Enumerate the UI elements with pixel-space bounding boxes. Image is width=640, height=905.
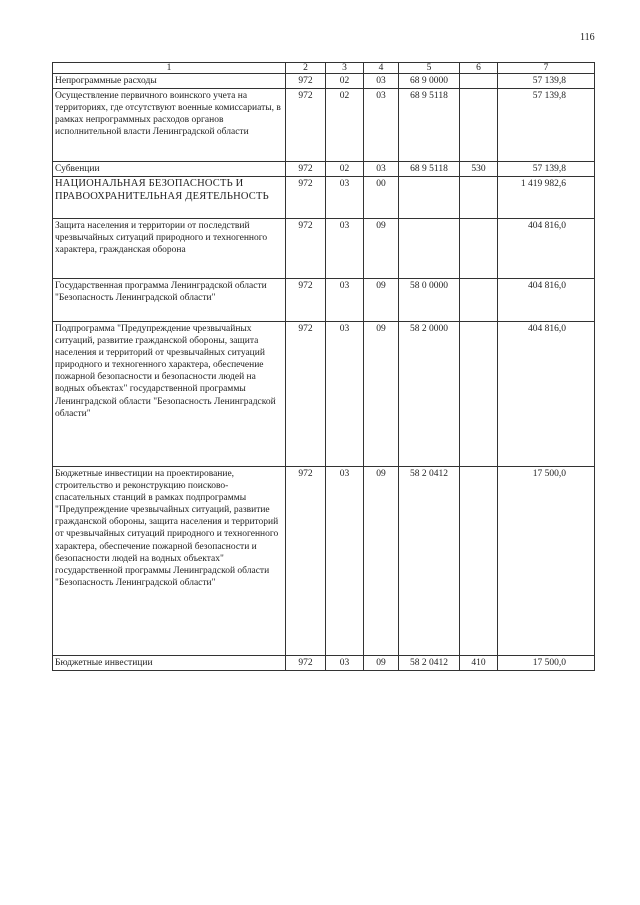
page-number: 116 bbox=[580, 32, 595, 43]
row-ved: 972 bbox=[286, 656, 326, 671]
table-header-row bbox=[53, 63, 595, 74]
header-cell: 7 bbox=[498, 63, 595, 74]
row-rz: 03 bbox=[326, 656, 364, 671]
row-rz: 03 bbox=[326, 322, 364, 467]
row-pr: 03 bbox=[364, 89, 399, 162]
row-name: Бюджетные инвестиции bbox=[53, 656, 286, 671]
row-sum: 57 139,8 bbox=[498, 74, 595, 89]
row-csr: 58 0 0000 bbox=[399, 279, 460, 322]
row-ved: 972 bbox=[286, 322, 326, 467]
header-cell: 4 bbox=[364, 63, 399, 74]
row-name: Непрограммные расходы bbox=[53, 74, 286, 89]
row-sum: 17 500,0 bbox=[498, 656, 595, 671]
row-sum: 17 500,0 bbox=[498, 467, 595, 656]
row-name: Бюджетные инвестиции на проектирование, строительство и реконструкцию поисково-спасательных станций в рамках подпрограммы "Предупреждение чрезвычайных ситуаций, развитие гражданской обороны, защита населения и территорий от чрезвычайных ситуаций природного и техногенного характера, обеспечение пожарной безопасности и безопасности людей на водных объектах" государственной программы Ленинградской области "Безопасность Ленинградской области" bbox=[53, 467, 286, 656]
row-vr bbox=[460, 467, 498, 656]
row-pr: 09 bbox=[364, 279, 399, 322]
row-pr: 09 bbox=[364, 467, 399, 656]
row-ved: 972 bbox=[286, 177, 326, 219]
row-name: Осуществление первичного воинского учета на территориях, где отсутствуют военные комиссариаты, в рамках непрограммных расходов органов исполнительной власти Ленинградской области bbox=[53, 89, 286, 162]
row-rz: 02 bbox=[326, 74, 364, 89]
row-vr: 530 bbox=[460, 162, 498, 177]
header-cell: 5 bbox=[399, 63, 460, 74]
header-cell: 6 bbox=[460, 63, 498, 74]
row-vr bbox=[460, 177, 498, 219]
row-ved: 972 bbox=[286, 279, 326, 322]
table-row bbox=[53, 162, 595, 177]
row-rz: 03 bbox=[326, 279, 364, 322]
row-vr bbox=[460, 89, 498, 162]
row-sum: 404 816,0 bbox=[498, 279, 595, 322]
row-ved: 972 bbox=[286, 219, 326, 279]
table-row bbox=[53, 219, 595, 279]
row-vr bbox=[460, 322, 498, 467]
header-cell: 2 bbox=[286, 63, 326, 74]
row-csr: 58 2 0000 bbox=[399, 322, 460, 467]
row-name: Государственная программа Ленинградской области "Безопасность Ленинградской области" bbox=[53, 279, 286, 322]
budget-table bbox=[52, 62, 595, 671]
row-name: Защита населения и территории от последствий чрезвычайных ситуаций природного и техногенного характера, гражданская оборона bbox=[53, 219, 286, 279]
row-name: Субвенции bbox=[53, 162, 286, 177]
row-csr: 68 9 5118 bbox=[399, 162, 460, 177]
row-pr: 09 bbox=[364, 322, 399, 467]
row-csr: 68 9 5118 bbox=[399, 89, 460, 162]
row-sum: 404 816,0 bbox=[498, 219, 595, 279]
row-ved: 972 bbox=[286, 162, 326, 177]
row-rz: 03 bbox=[326, 177, 364, 219]
table-row bbox=[53, 322, 595, 467]
row-rz: 02 bbox=[326, 89, 364, 162]
row-pr: 09 bbox=[364, 219, 399, 279]
row-ved: 972 bbox=[286, 89, 326, 162]
row-csr bbox=[399, 177, 460, 219]
header-cell: 1 bbox=[53, 63, 286, 74]
row-pr: 03 bbox=[364, 74, 399, 89]
row-sum: 404 816,0 bbox=[498, 322, 595, 467]
row-csr bbox=[399, 219, 460, 279]
row-rz: 02 bbox=[326, 162, 364, 177]
table-row bbox=[53, 89, 595, 162]
row-pr: 03 bbox=[364, 162, 399, 177]
row-pr: 00 bbox=[364, 177, 399, 219]
row-ved: 972 bbox=[286, 74, 326, 89]
row-csr: 58 2 0412 bbox=[399, 656, 460, 671]
row-vr: 410 bbox=[460, 656, 498, 671]
header-cell: 3 bbox=[326, 63, 364, 74]
row-vr bbox=[460, 219, 498, 279]
row-ved: 972 bbox=[286, 467, 326, 656]
table-row bbox=[53, 177, 595, 219]
row-pr: 09 bbox=[364, 656, 399, 671]
table-row bbox=[53, 467, 595, 656]
row-vr bbox=[460, 74, 498, 89]
table-row bbox=[53, 279, 595, 322]
row-sum: 57 139,8 bbox=[498, 162, 595, 177]
table-row bbox=[53, 74, 595, 89]
row-sum: 1 419 982,6 bbox=[498, 177, 595, 219]
row-rz: 03 bbox=[326, 467, 364, 656]
table-row bbox=[53, 656, 595, 671]
row-csr: 58 2 0412 bbox=[399, 467, 460, 656]
row-sum: 57 139,8 bbox=[498, 89, 595, 162]
row-rz: 03 bbox=[326, 219, 364, 279]
row-name: Подпрограмма "Предупреждение чрезвычайных ситуаций, развитие гражданской обороны, защита населения и территорий от чрезвычайных ситуаций природного и техногенного характера, обеспечение пожарной безопасности и безопасности людей на водных объектах" государственной программы Ленинградской области "Безопасность Ленинградской области" bbox=[53, 322, 286, 467]
row-name: НАЦИОНАЛЬНАЯ БЕЗОПАСНОСТЬ И ПРАВООХРАНИТЕЛЬНАЯ ДЕЯТЕЛЬНОСТЬ bbox=[53, 177, 286, 219]
row-csr: 68 9 0000 bbox=[399, 74, 460, 89]
row-vr bbox=[460, 279, 498, 322]
